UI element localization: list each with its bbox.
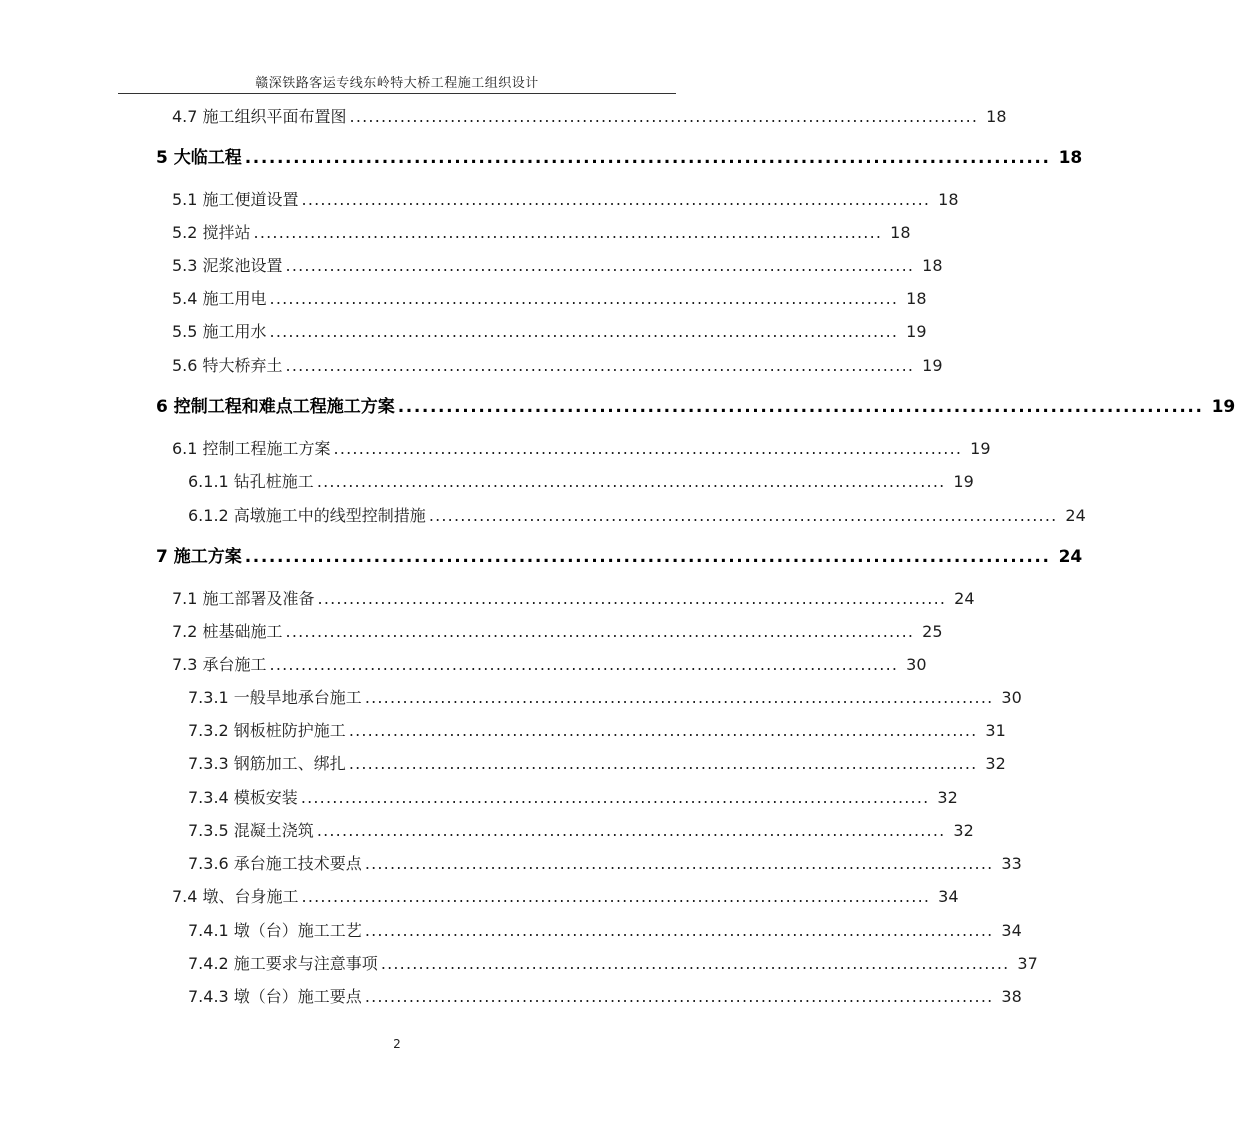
toc-entry-label: 7.1 施工部署及准备 bbox=[172, 589, 315, 608]
toc-entry-label: 5.1 施工便道设置 bbox=[172, 190, 299, 209]
toc-entry[interactable] bbox=[172, 253, 943, 279]
toc-entry[interactable] bbox=[188, 851, 1022, 877]
header-divider bbox=[118, 93, 676, 94]
toc-entry[interactable] bbox=[172, 586, 975, 612]
toc-entry-label: 7.3.5 混凝土浇筑 bbox=[188, 821, 314, 840]
toc-entry-page: 24 bbox=[954, 589, 975, 608]
toc-entry-page: 19 bbox=[970, 439, 991, 458]
toc-entry-label: 5 大临工程 bbox=[156, 148, 242, 168]
toc-leader-dots: .................................................................................................... bbox=[349, 107, 979, 126]
toc-entry-page: 18 bbox=[938, 190, 959, 209]
toc-entry[interactable] bbox=[172, 220, 911, 246]
toc-leader-dots: .................................................................................................... bbox=[428, 506, 1058, 525]
toc-leader-dots: .................................................................................................... bbox=[269, 289, 899, 308]
toc-entry-page: 34 bbox=[938, 887, 959, 906]
toc-entry-label: 7.3.4 模板安装 bbox=[188, 788, 298, 807]
toc-entry-label: 5.6 特大桥弃土 bbox=[172, 356, 283, 375]
toc-leader-dots: .................................................................................................... bbox=[364, 854, 994, 873]
toc-entry-page: 24 bbox=[1065, 506, 1086, 525]
toc-entry[interactable] bbox=[172, 652, 927, 678]
toc-entry-page: 18 bbox=[1058, 148, 1083, 168]
toc-entry-page: 30 bbox=[906, 655, 927, 674]
toc-entry[interactable] bbox=[188, 818, 974, 844]
toc-leader-dots: .................................................................................................... bbox=[253, 223, 883, 242]
toc-leader-dots: .................................................................................................... bbox=[269, 655, 899, 674]
toc-leader-dots: .................................................................................................... bbox=[316, 472, 946, 491]
running-header-title: 赣深铁路客运专线东岭特大桥工程施工组织设计 bbox=[255, 76, 539, 91]
toc-entry-label: 6.1.2 高墩施工中的线型控制措施 bbox=[188, 506, 426, 525]
toc-leader-dots: .................................................................................................... bbox=[380, 954, 1010, 973]
toc-leader-dots: .................................................................................................... bbox=[333, 439, 963, 458]
toc-entry-page: 24 bbox=[1058, 547, 1083, 567]
toc-leader-dots: .................................................................................................... bbox=[364, 921, 994, 940]
toc-leader-dots: .................................................................................................... bbox=[300, 788, 930, 807]
toc-leader-dots: .................................................................................................... bbox=[244, 148, 1051, 168]
toc-entry-label: 6.1 控制工程施工方案 bbox=[172, 439, 331, 458]
toc-leader-dots: .................................................................................................... bbox=[301, 190, 931, 209]
toc-entry[interactable] bbox=[188, 503, 1086, 529]
toc-entry-label: 7.3.1 一般旱地承台施工 bbox=[188, 688, 362, 707]
toc-entry-page: 32 bbox=[953, 821, 974, 840]
toc-entry-label: 7.4.2 施工要求与注意事项 bbox=[188, 954, 378, 973]
toc-entry-label: 6 控制工程和难点工程施工方案 bbox=[156, 397, 395, 417]
toc-entry[interactable] bbox=[156, 394, 1235, 420]
toc-entry[interactable] bbox=[188, 918, 1022, 944]
toc-entry-label: 7.4 墩、台身施工 bbox=[172, 887, 299, 906]
toc-leader-dots: .................................................................................................... bbox=[285, 622, 915, 641]
toc-entry[interactable] bbox=[172, 619, 943, 645]
toc-entry[interactable] bbox=[188, 469, 974, 495]
toc-entry-page: 32 bbox=[985, 754, 1006, 773]
toc-leader-dots: .................................................................................................... bbox=[364, 688, 994, 707]
toc-entry-page: 18 bbox=[986, 107, 1007, 126]
toc-entry-label: 7.3.3 钢筋加工、绑扎 bbox=[188, 754, 346, 773]
toc-entry-page: 38 bbox=[1001, 987, 1022, 1006]
toc-leader-dots: .................................................................................................... bbox=[317, 589, 947, 608]
toc-entry-label: 7.4.1 墩（台）施工工艺 bbox=[188, 921, 362, 940]
toc-entry-label: 7.3 承台施工 bbox=[172, 655, 267, 674]
toc-leader-dots: .................................................................................................... bbox=[301, 887, 931, 906]
toc-entry-page: 18 bbox=[922, 256, 943, 275]
toc-entry[interactable] bbox=[172, 187, 959, 213]
toc-leader-dots: .................................................................................................... bbox=[316, 821, 946, 840]
toc-entry-label: 5.3 泥浆池设置 bbox=[172, 256, 283, 275]
toc-entry[interactable] bbox=[156, 145, 1083, 171]
toc-entry[interactable] bbox=[172, 436, 991, 462]
page-number: 2 bbox=[393, 1037, 401, 1051]
toc-entry[interactable] bbox=[172, 884, 959, 910]
toc-entry[interactable] bbox=[172, 353, 943, 379]
toc-entry-page: 19 bbox=[1211, 397, 1235, 417]
toc-entry-page: 18 bbox=[906, 289, 927, 308]
toc-leader-dots: .................................................................................................... bbox=[364, 987, 994, 1006]
toc-leader-dots: .................................................................................................... bbox=[348, 721, 978, 740]
toc-entry-page: 25 bbox=[922, 622, 943, 641]
toc-entry-label: 7 施工方案 bbox=[156, 547, 242, 567]
toc-leader-dots: .................................................................................................... bbox=[285, 256, 915, 275]
toc-leader-dots: .................................................................................................... bbox=[244, 547, 1051, 567]
toc-entry[interactable] bbox=[188, 685, 1022, 711]
toc-entry-page: 19 bbox=[922, 356, 943, 375]
toc-entry[interactable] bbox=[172, 104, 1007, 130]
toc-entry[interactable] bbox=[172, 286, 927, 312]
toc-entry[interactable] bbox=[172, 319, 927, 345]
toc-entry-label: 5.4 施工用电 bbox=[172, 289, 267, 308]
toc-entry-label: 7.2 桩基础施工 bbox=[172, 622, 283, 641]
toc-entry-page: 18 bbox=[890, 223, 911, 242]
toc-entry-page: 32 bbox=[937, 788, 958, 807]
toc-entry-page: 19 bbox=[953, 472, 974, 491]
toc-entry-label: 4.7 施工组织平面布置图 bbox=[172, 107, 347, 126]
toc-entry-page: 31 bbox=[985, 721, 1006, 740]
toc-entry[interactable] bbox=[188, 718, 1006, 744]
toc-entry-label: 7.3.2 钢板桩防护施工 bbox=[188, 721, 346, 740]
toc-entry[interactable] bbox=[188, 785, 958, 811]
toc-entry[interactable] bbox=[188, 984, 1022, 1010]
toc-entry[interactable] bbox=[188, 951, 1038, 977]
toc-entry[interactable] bbox=[156, 544, 1083, 570]
toc-entry-label: 5.5 施工用水 bbox=[172, 322, 267, 341]
toc-leader-dots: .................................................................................................... bbox=[269, 322, 899, 341]
toc-entry-label: 5.2 搅拌站 bbox=[172, 223, 251, 242]
toc-entry-label: 7.3.6 承台施工技术要点 bbox=[188, 854, 362, 873]
toc-entry-page: 34 bbox=[1001, 921, 1022, 940]
toc-entry-page: 33 bbox=[1001, 854, 1022, 873]
toc-entry-page: 37 bbox=[1017, 954, 1038, 973]
toc-leader-dots: .................................................................................................... bbox=[397, 397, 1204, 417]
toc-leader-dots: .................................................................................................... bbox=[348, 754, 978, 773]
toc-entry-label: 7.4.3 墩（台）施工要点 bbox=[188, 987, 362, 1006]
toc-entry-page: 30 bbox=[1001, 688, 1022, 707]
toc-leader-dots: .................................................................................................... bbox=[285, 356, 915, 375]
toc-entry-label: 6.1.1 钻孔桩施工 bbox=[188, 472, 314, 491]
toc-entry[interactable] bbox=[188, 751, 1006, 777]
toc-entry-page: 19 bbox=[906, 322, 927, 341]
